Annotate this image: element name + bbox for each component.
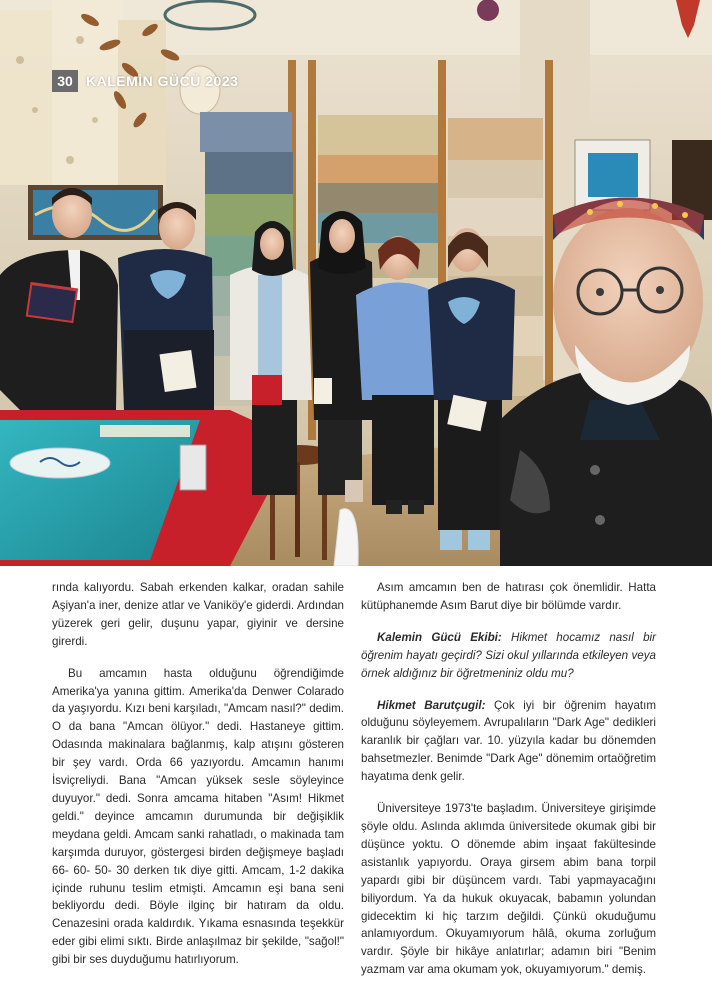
left-paragraph-2: Bu amcamın hasta olduğunu öğrendiğimde Amerika'ya yanına gittim. Amerika'da Denwer Colarado da yaşıyordu. Kızı beni karşıladı, "Amcam nasıl?" dedim. O da bana "Amcan ölüyor." dedi. Hastaneye gittim. Odasında makinalara bağlanmış, kalp atışını gösteren bir şey vardı. Orda 66 yazıyordu. Amcamın hanımı İsviçreliydi. Bana "Amcan yüksek sesle söyleyince duyuyor." dedi. Sonra amcama hitaben "Asım! Hikmet geldi." deyince amcamın durumunda bir değişiklik meydana geldi. Amcam sanki rahatladı, o makinada tam karşımda duruyor, göstergesi birden değişmeye başladı 66- 60- 50- 30 derken tık diye gitti. Amcam, 1-2 dakika içinde ruhunu teslim etmişti. Amcamın eşi bana seni bekliyordu dedi. Böyle ilginç bir hatıram da oldu. Cenazesini orada kaldırdık. Yıkama esnasında teşekkür eder gibi elimi sıktı. Birde anlaşılmaz bir şekilde, "sağol!" gibi bir ses duyduğumu hatırlıyorum. xyxy=(52,666,344,967)
question-speaker: Kalemin Gücü Ekibi: xyxy=(377,630,502,644)
magazine-title: KALEMİN GÜCÜ 2023 xyxy=(86,73,239,89)
page-number: 30 xyxy=(52,70,78,92)
answer-text: Çok iyi bir öğrenim hayatım olduğunu söyleyemem. Avrupalıların "Dark Age" dedikleri karanlık bir çağları var. 10. yüzyıla kadar bu dönemden bahsetmezler. Benimde "Dark Age" dönemim ortaöğretim hayatıma denk gelir. xyxy=(361,698,656,784)
right-column xyxy=(361,579,656,979)
interview-question xyxy=(361,629,656,683)
hanging-papers xyxy=(0,0,166,190)
left-paragraph-1: rında kalıyordu. Sabah erkenden kalkar, oradan sahile Aşiyan'a iner, denize atlar ve Vaniköy'e giderdi. Ardından yüzerek geri gelir, duşunu yapar, giyinir ve dersine girerdi. xyxy=(52,581,344,648)
left-column xyxy=(52,579,344,969)
answer-speaker: Hikmet Barutçugil: xyxy=(377,698,486,712)
page-header xyxy=(52,70,238,92)
right-paragraph-2: Üniversiteye 1973'te başladım. Üniversiteye girişimde şöyle oldu. Aslında aklımda üniversitede okumak gibi bir düşünce yoktu. O dönemde abim inşaat fakültesinde asistanlık yapıyordu. Oraya girsem abim bana torpil yapardı gibi bir düşüncem vardı. Tabi yapmayacağını biliyordum. Ya da hukuk okuyacak, babamın yolundan gidecektim ki hiç tarzım değildi. Çünkü okuduğumu anlamıyordum. Okuyamıyorum hâlâ, okuma zorluğum vardır. Şöyle bir hikâye anlatırlar; adamın biri "Benim yazmam var ama okumam yok, okuyamıyorum." demiş. xyxy=(361,802,656,977)
right-paragraph-1: Asım amcamın ben de hatırası çok önemlidir. Hatta kütüphanemde Asım Barut diye bir bölümde vardır. xyxy=(361,581,656,612)
question-text: Hikmet hocamız nasıl bir öğrenim hayatı geçirdi? Sizi okul yıllarında etkileyen veya örnek aldığınız bir öğretmeniniz oldu mu? xyxy=(361,630,656,680)
interview-answer xyxy=(361,697,656,787)
